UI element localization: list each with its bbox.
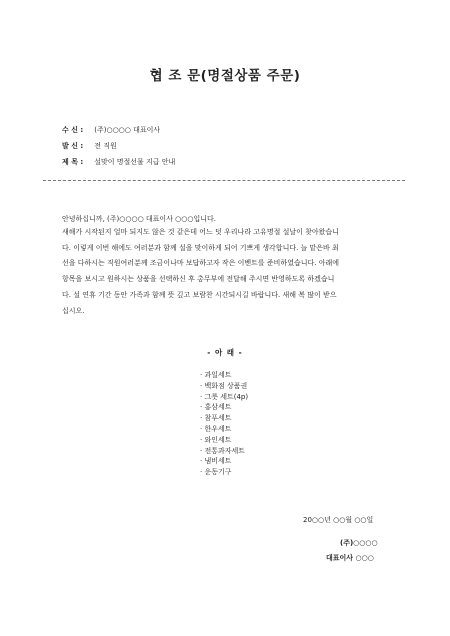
list-item: · 그릇 세트(4p) bbox=[200, 392, 249, 401]
recipient-row bbox=[62, 125, 160, 135]
ceo-signature: 대표이사 ○○○ bbox=[326, 554, 374, 562]
recipient-label: 수 신 : bbox=[62, 126, 84, 134]
company-name: (주)○○○○ bbox=[340, 539, 378, 547]
list-item: · 전통과자세트 bbox=[200, 446, 246, 455]
subject-label: 제 목 : bbox=[62, 158, 84, 166]
sender-label: 발 신 : bbox=[62, 142, 84, 150]
document-date: 20○○년 ○○월 ○○일 bbox=[303, 516, 374, 524]
list-item: · 와인세트 bbox=[200, 435, 232, 444]
body-line: 새해가 시작된지 얼마 되지도 않은 것 같은데 어느 덧 우리나라 고유명절 설날이 찾아왔습니 bbox=[62, 228, 339, 236]
body-line: 항목을 보시고 원하시는 상품을 선택하신 후 총무부에 전달해 주시면 반영하도록 하겠습니 bbox=[62, 275, 335, 283]
document-title: 협 조 문(명절상품 주문) bbox=[149, 68, 301, 84]
notice-heading: - 아 래 - bbox=[207, 348, 243, 357]
body-line: 선을 다하시는 직원여러분께 조금이나마 보답하고자 작은 이벤트를 준비하였습니다. 아래에 bbox=[62, 259, 339, 267]
list-item: · 한우세트 bbox=[200, 424, 232, 433]
list-item: · 냄비세트 bbox=[200, 457, 232, 466]
list-item: · 백화점 상품권 bbox=[200, 381, 248, 390]
body-line: 십시오. bbox=[62, 307, 85, 315]
subject-row bbox=[62, 157, 175, 167]
greeting-line: 안녕하십니까, (주)○○○○ 대표이사 ○○○입니다. bbox=[62, 215, 217, 223]
list-item: · 운동기구 bbox=[200, 468, 232, 477]
subject-value: 설맞이 명절선물 지급 안내 bbox=[94, 158, 176, 166]
sender-value: 전 직원 bbox=[94, 142, 117, 150]
list-item: · 과일세트 bbox=[200, 371, 232, 379]
sender-row bbox=[62, 141, 117, 151]
list-item: · 홍삼세트 bbox=[200, 403, 232, 412]
dashed-divider bbox=[43, 180, 405, 181]
body-line: 다. 이렇게 이번 해에도 여러분과 함께 설을 맞이하게 되어 기쁘게 생각합니다. 늘 맡은바 최 bbox=[62, 244, 339, 252]
recipient-value: (주)○○○○ 대표이사 bbox=[94, 126, 161, 134]
list-item: · 참푸세트 bbox=[200, 414, 232, 423]
body-line: 다. 설 연휴 기간 동안 가족과 함께 뜻 깊고 보람찬 시간되시길 바랍니다. 새해 복 많이 받으 bbox=[62, 291, 337, 299]
gift-item-list bbox=[200, 370, 248, 478]
